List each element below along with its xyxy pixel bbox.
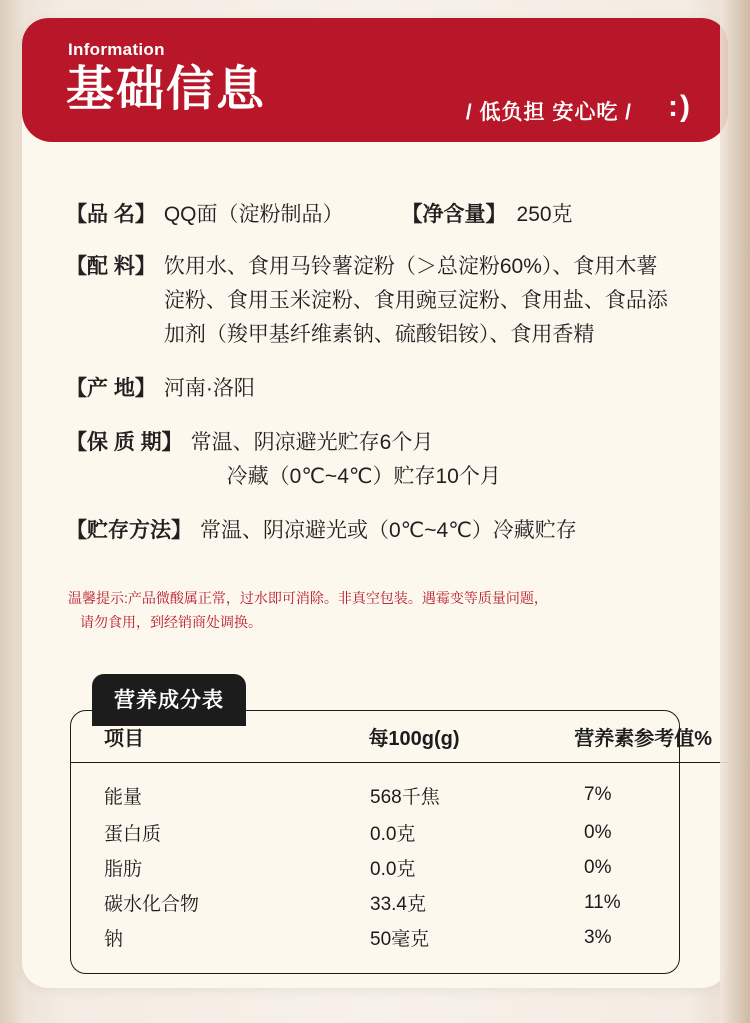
product-name-label: 【品 名】 — [66, 203, 156, 226]
card-header — [22, 18, 728, 142]
info-row-net-weight — [402, 198, 573, 232]
product-name-value: QQ面（淀粉制品） — [163, 203, 344, 226]
cell-item: 能量 — [104, 786, 143, 808]
info-row-ingredients — [22, 250, 728, 352]
cell-per100g: 50毫克 — [370, 929, 430, 950]
cell-item: 碳水化合物 — [104, 894, 200, 915]
header-eyebrow: Information — [68, 40, 165, 59]
cell-nrv: 7% — [584, 784, 612, 805]
warm-tips-line-2: 请勿食用，到经销商处调换。 — [80, 614, 262, 630]
info-list — [22, 198, 728, 568]
cell-per100g: 0.0克 — [370, 824, 416, 845]
warm-tips-line-1: 温馨提示:产品微酸属正常，过水即可消除。非真空包装。遇霉变等质量问题， — [68, 590, 548, 606]
cell-per100g: 33.4克 — [370, 894, 426, 915]
storage-label: 【贮存方法】 — [66, 519, 192, 542]
information-card — [22, 18, 728, 988]
shelf-life-label: 【保 质 期】 — [66, 431, 183, 454]
cell-item: 蛋白质 — [104, 824, 162, 845]
ingredients-label: 【配 料】 — [66, 255, 156, 278]
nutrition-table — [70, 710, 728, 955]
shelf-life-line-2: 冷藏（0℃~4℃）贮存10个月 — [226, 465, 501, 488]
warm-tips — [68, 586, 668, 634]
cell-item: 脂肪 — [104, 859, 143, 880]
cell-nrv: 3% — [584, 926, 612, 948]
cell-per100g: 0.0克 — [370, 859, 416, 880]
cell-nrv: 11% — [584, 891, 621, 913]
ingredients-value — [164, 250, 684, 352]
cell-per100g: 568千焦 — [370, 786, 440, 808]
cell-item: 钠 — [104, 929, 124, 950]
ingredients-line-2: 淀粉、食用玉米淀粉、食用豌豆淀粉、食用盐、食品添 — [163, 289, 668, 312]
origin-label: 【产 地】 — [66, 377, 156, 400]
storage-value: 常温、阴凉避光或（0℃~4℃）冷藏贮存 — [200, 519, 577, 542]
table-row — [70, 763, 728, 816]
smiley-icon: :) — [668, 90, 692, 123]
info-row-storage — [22, 514, 728, 548]
shelf-life-line-1: 常温、阴凉避光贮存6个月 — [190, 431, 434, 454]
info-row-origin — [22, 372, 728, 406]
table-row — [70, 920, 728, 955]
shelf-life-value — [191, 426, 684, 494]
header-tagline: / 低负担 安心吃 / — [465, 101, 632, 124]
net-weight-value: 250克 — [516, 203, 573, 226]
column-header-nrv: 营养素参考值% — [574, 727, 712, 750]
info-row-shelf-life — [22, 426, 728, 494]
origin-value: 河南·洛阳 — [163, 377, 255, 400]
table-row — [70, 815, 728, 850]
column-header-item: 项目 — [104, 727, 144, 750]
info-row-product-name — [22, 198, 728, 232]
nutrition-table-title: 营养成分表 — [92, 674, 246, 726]
ingredients-line-1: 饮用水、食用马铃薯淀粉（＞总淀粉60%）、食用木薯 — [163, 255, 658, 278]
net-weight-label: 【净含量】 — [401, 203, 507, 226]
ingredients-line-3: 加剂（羧甲基纤维素钠、硫酸铝铵）、食用香精 — [163, 323, 595, 346]
cell-nrv: 0% — [584, 856, 612, 878]
table-row — [70, 885, 728, 920]
cell-nrv: 0% — [584, 821, 612, 843]
page-title: 基础信息 — [66, 63, 267, 116]
column-header-per100g: 每100g(g) — [368, 727, 460, 750]
table-row — [70, 850, 728, 885]
